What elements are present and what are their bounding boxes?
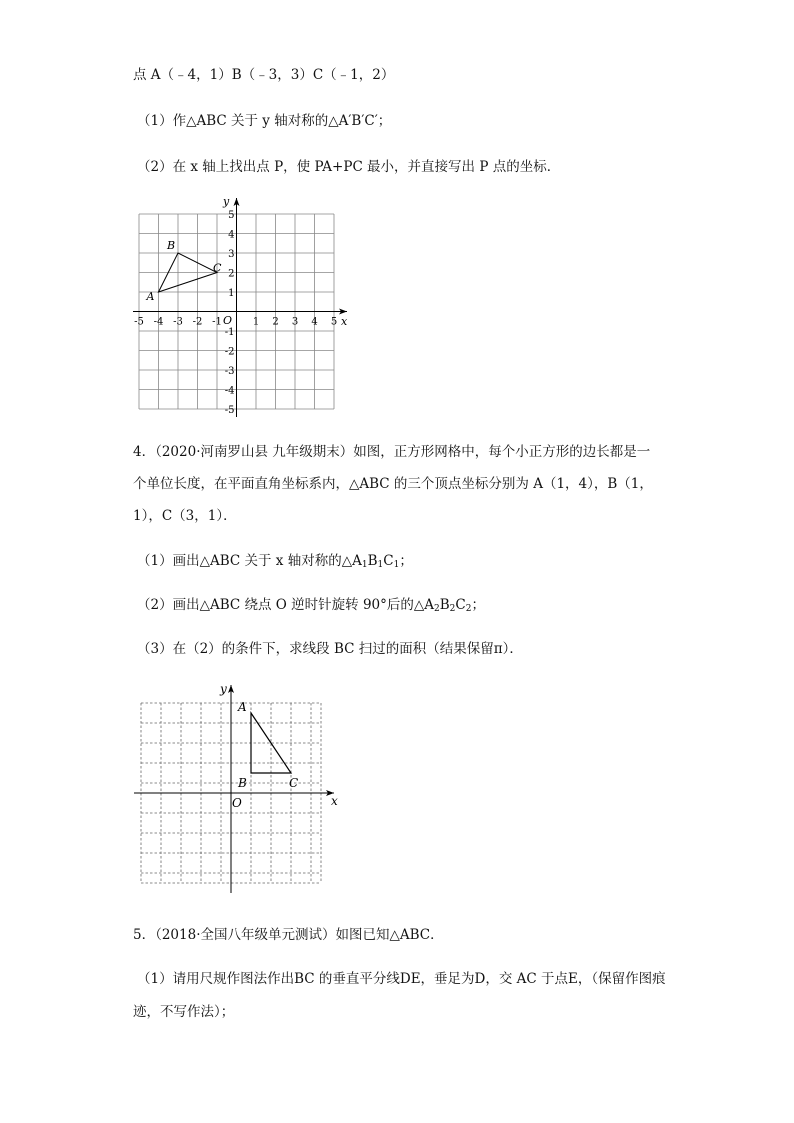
q3-y-tick-label: 1 xyxy=(228,288,235,299)
q3-x-tick-label: 3 xyxy=(291,316,299,328)
q3-part1: （1）作△ABC 关于 y 轴对称的△A′B′C′； xyxy=(137,113,392,129)
q3-y-tick-label: -1 xyxy=(224,327,235,338)
q4-grid-figure xyxy=(128,680,343,895)
q4-x-label: x xyxy=(331,794,338,808)
q3-x-tick-label: -2 xyxy=(192,316,203,328)
q4-stem-line2: 个单位长度，在平面直角坐标系内，△ABC 的三个顶点坐标分别为 A（1，4），B（1， xyxy=(133,476,653,492)
q4-stem-line1: 4．（2020·河南罗山县 九年级期末）如图，正方形网格中，每个小正方形的边长都是一 xyxy=(133,444,651,460)
q3-y-tick-label: -2 xyxy=(224,346,235,358)
q3-y-tick-label: 5 xyxy=(228,210,235,221)
q3-origin-label: O xyxy=(223,314,233,327)
q4-part2: （2）画出△ABC 绕点 O 逆时针旋转 90°后的$\triangle A_2B_2C_2$； xyxy=(137,597,485,614)
q4-part3: （3）在（2）的条件下，求线段 BC 扫过的面积（结果保留π）． xyxy=(137,641,523,657)
q3-part2: （2）在 x 轴上找出点 P，使 PA+PC 最小，并直接写出 P 点的坐标． xyxy=(137,159,561,175)
q4-part1: （1）画出△ABC 关于 x 轴对称的$\triangle A_1B_1C_1$； xyxy=(137,553,413,570)
q3-x-tick-label: -3 xyxy=(173,316,183,328)
q3-vertex-label-a: A xyxy=(146,290,155,303)
q3-vertex-label-b: B xyxy=(167,239,176,252)
q5-stem: 5．（2018·全国八年级单元测试）如图已知△ABC． xyxy=(133,927,444,943)
q3-y-tick-label: -3 xyxy=(224,366,235,377)
q3-y-tick-labels xyxy=(225,210,235,416)
q4-vertex-label-b: B xyxy=(238,776,247,790)
q3-x-tick-label: -5 xyxy=(134,316,144,328)
q3-y-tick-label: 4 xyxy=(228,229,235,241)
q3-x-tick-label: -1 xyxy=(212,316,222,328)
q4-stem-line3: 1），C（3，1）． xyxy=(133,508,237,524)
q3-vertex-label-c: C xyxy=(213,261,222,275)
q3-y-tick-label: -4 xyxy=(224,385,235,397)
q3-points-line: 点 A（﹣4，1）B（﹣3，3）C（﹣1，2） xyxy=(133,67,395,83)
q3-coordinate-figure xyxy=(125,192,355,417)
q3-x-tick-label: 2 xyxy=(272,316,279,328)
q4-vertex-label-a: A xyxy=(238,700,247,714)
q3-x-tick-label: 5 xyxy=(330,316,338,328)
q5-part1-line2: 迹，不写作法）； xyxy=(133,1004,235,1020)
q3-y-label: y xyxy=(223,195,230,208)
q3-y-tick-label: 2 xyxy=(228,268,235,280)
q5-part1-line1: （1）请用尺规作图法作出BC 的垂直平分线DE，垂足为D，交 AC 于点E，（保留作图痕 xyxy=(137,971,666,987)
q3-x-tick-labels xyxy=(134,317,337,328)
q3-x-tick-label: -4 xyxy=(153,316,164,328)
q3-y-tick-label: -5 xyxy=(224,405,235,416)
q3-y-tick-label: 3 xyxy=(228,249,235,260)
q4-y-label: y xyxy=(220,682,227,696)
q3-x-tick-label: 1 xyxy=(252,316,260,328)
q4-vertex-label-c: C xyxy=(289,776,299,790)
q3-x-tick-label: 4 xyxy=(311,316,318,328)
q4-origin-label: O xyxy=(232,796,242,810)
q3-x-label: x xyxy=(341,315,348,328)
